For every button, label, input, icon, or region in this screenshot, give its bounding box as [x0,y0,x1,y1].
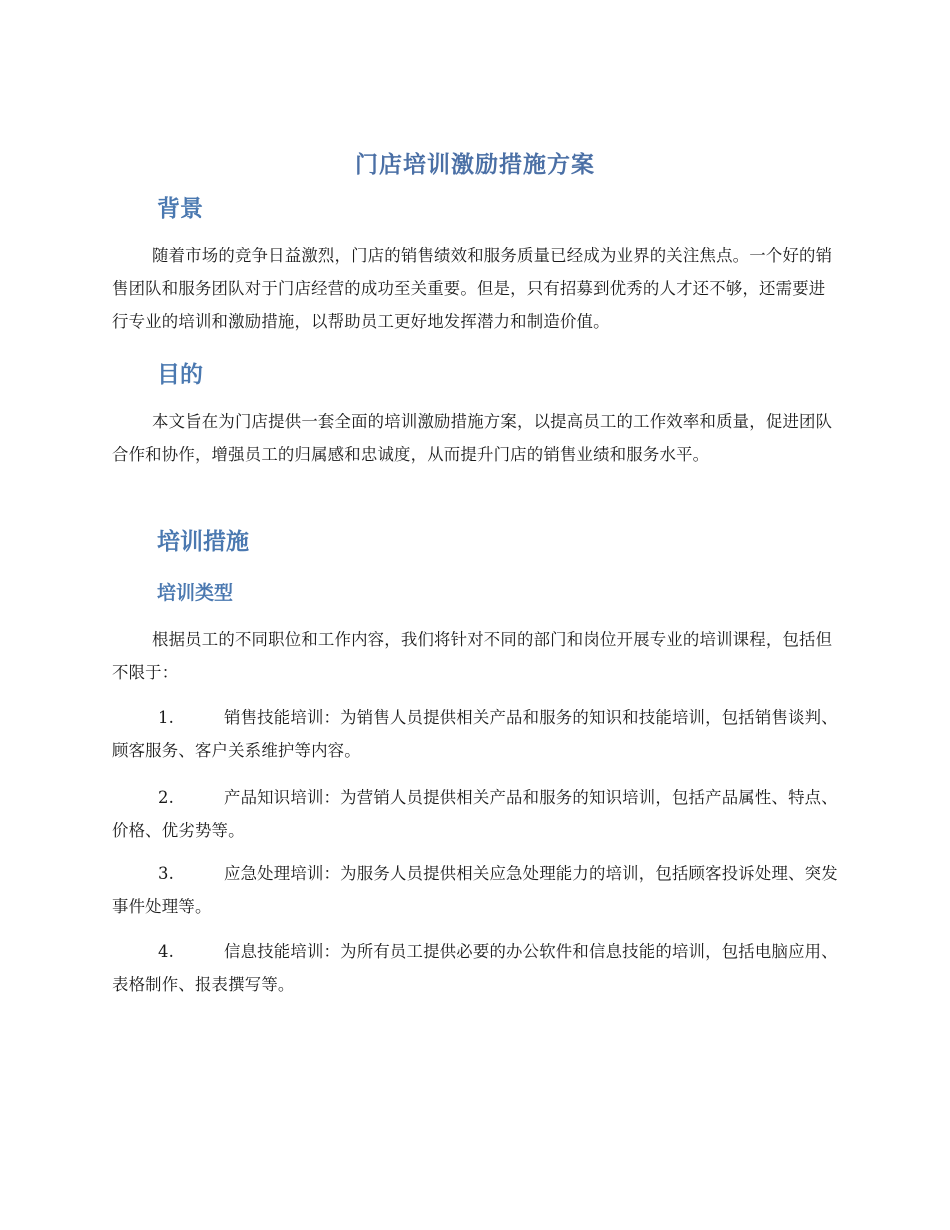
list-item-number: 3. [158,864,175,883]
document-title: 门店培训激励措施方案 [355,152,595,178]
list-item-number: 1. [158,708,175,727]
list-item-text: 应急处理培训：为服务人员提供相关应急处理能力的培训，包括顾客投诉处理、突发事件处理等。 [112,864,838,916]
list-item [112,781,840,847]
list-item-text: 信息技能培训：为所有员工提供必要的办公软件和信息技能的培训，包括电脑应用、表格制作、报表撰写等。 [112,942,838,994]
list-item-text: 产品知识培训：为营销人员提供相关产品和服务的知识培训，包括产品属性、特点、价格、优劣势等。 [112,788,838,840]
section-body-training-types: 根据员工的不同职位和工作内容，我们将针对不同的部门和岗位开展专业的培训课程，包括但不限于： [112,630,833,682]
section-body-background: 随着市场的竞争日益激烈，门店的销售绩效和服务质量已经成为业界的关注焦点。一个好的销售团队和服务团队对于门店经营的成功至关重要。但是，只有招募到优秀的人才还不够，还需要进行专业的培训和激励措施，以帮助员工更好地发挥潜力和制造价值。 [112,246,833,331]
section-body-purpose: 本文旨在为门店提供一套全面的培训激励措施方案，以提高员工的工作效率和质量，促进团队合作和协作，增强员工的归属感和忠诚度，从而提升门店的销售业绩和服务水平。 [112,412,833,464]
section-heading-background: 背景 [157,196,203,222]
list-item [112,935,840,1001]
section-heading-purpose: 目的 [157,362,203,388]
list-item-text: 销售技能培训：为销售人员提供相关产品和服务的知识和技能培训，包括销售谈判、顾客服务、客户关系维护等内容。 [112,708,838,760]
section-heading-training-measures: 培训措施 [157,529,249,555]
list-item [112,857,840,923]
list-item-number: 2. [158,788,175,807]
list-item-number: 4. [158,942,175,961]
subsection-heading-training-types: 培训类型 [157,582,234,604]
list-item [112,701,840,767]
